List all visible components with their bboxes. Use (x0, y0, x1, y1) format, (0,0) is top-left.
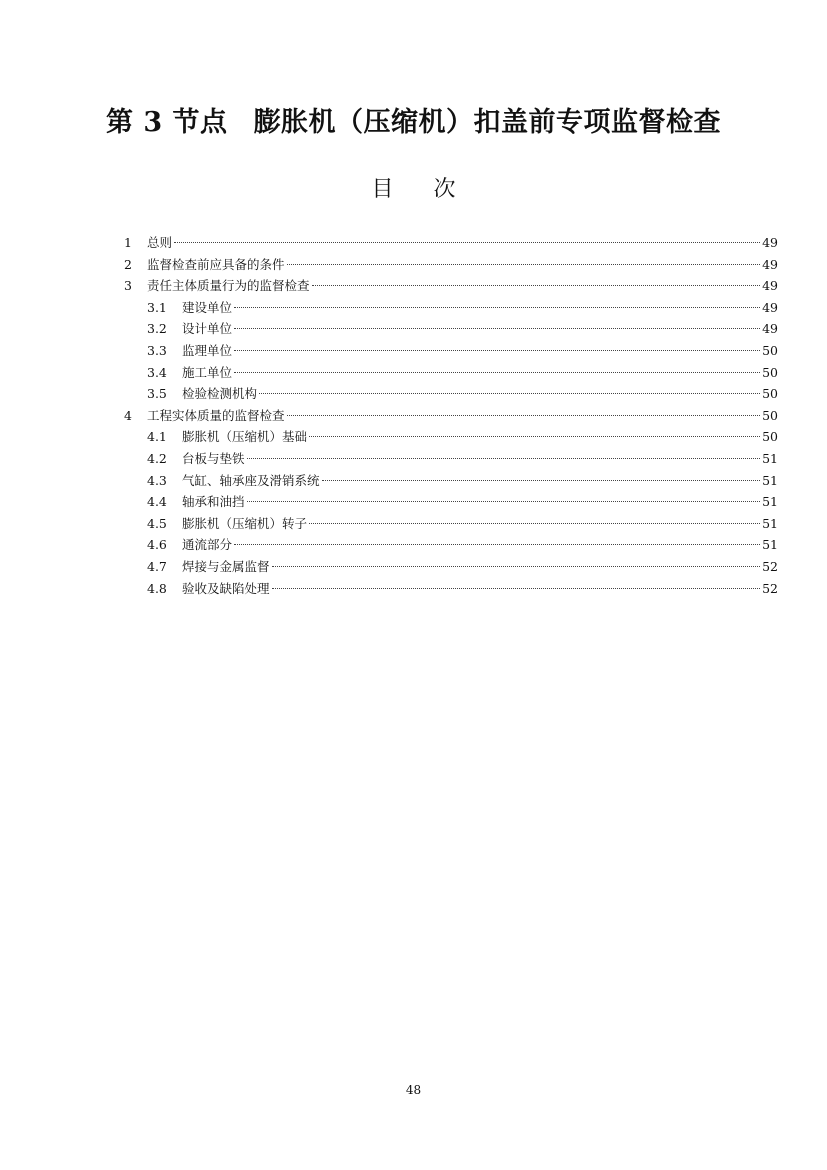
toc-leader-dots (234, 350, 760, 351)
toc-leader-dots (234, 307, 760, 308)
toc-leader-dots (174, 242, 760, 243)
toc-leader-dots (247, 458, 761, 459)
toc-entry-title: 总则 (147, 235, 173, 250)
toc-entry-number: 4.6 (147, 537, 167, 553)
toc-entry-page: 51 (762, 537, 778, 553)
toc-entry-number: 4.1 (147, 429, 167, 445)
toc-entry-page: 51 (762, 515, 778, 531)
toc-entry-title: 监督检查前应具备的条件 (147, 256, 285, 272)
toc-entry[interactable] (124, 297, 778, 319)
toc-leader-dots (287, 264, 761, 265)
toc-entry-number: 4.5 (147, 515, 167, 531)
toc-entry[interactable] (124, 556, 778, 578)
toc-entry-title: 气缸、轴承座及滑销系统 (182, 472, 320, 488)
toc-entry-title: 台板与垫铁 (182, 450, 245, 466)
toc-heading-char-2: 次 (433, 177, 456, 202)
toc-entry-number: 3.4 (147, 364, 167, 380)
toc-entry-number: 4.4 (147, 494, 167, 510)
toc-entry-page: 52 (762, 580, 778, 596)
table-of-contents (124, 232, 778, 599)
toc-entry[interactable] (124, 405, 778, 427)
toc-leader-dots (309, 523, 760, 524)
toc-entry[interactable] (124, 318, 778, 340)
toc-entry-page: 51 (762, 472, 778, 488)
page-title (0, 100, 827, 139)
toc-leader-dots (309, 436, 760, 437)
toc-entry-title: 监理单位 (182, 342, 233, 358)
toc-leader-dots (287, 415, 761, 416)
toc-entry[interactable] (124, 362, 778, 384)
toc-entry[interactable] (124, 426, 778, 448)
toc-entry[interactable] (124, 340, 778, 362)
toc-entry[interactable] (124, 491, 778, 513)
toc-entry[interactable] (124, 254, 778, 276)
title-main: 膨胀机（压缩机）扣盖前专项监督检查 (253, 107, 722, 138)
toc-leader-dots (234, 544, 760, 545)
toc-entry[interactable] (124, 232, 778, 254)
toc-entry-title: 焊接与金属监督 (182, 558, 270, 574)
toc-entry-page: 49 (762, 321, 778, 337)
toc-entry-title: 膨胀机（压缩机）基础 (182, 429, 308, 445)
toc-entry-page: 49 (762, 278, 778, 294)
toc-entry-number: 4.7 (147, 558, 167, 574)
toc-entry-title: 建设单位 (182, 299, 233, 315)
toc-entry-number: 4 (124, 407, 132, 423)
toc-leader-dots (247, 501, 761, 502)
toc-entry-title: 验收及缺陷处理 (182, 580, 270, 596)
toc-leader-dots (272, 566, 761, 567)
toc-entry[interactable] (124, 448, 778, 470)
toc-entry-page: 50 (762, 342, 778, 358)
toc-entry[interactable] (124, 383, 778, 405)
toc-entry[interactable] (124, 534, 778, 556)
toc-entry-page: 50 (762, 429, 778, 445)
toc-entry-page: 51 (762, 494, 778, 510)
toc-entry-number: 3.2 (147, 321, 167, 337)
toc-entry-page: 52 (762, 558, 778, 574)
toc-entry-page: 50 (762, 364, 778, 380)
toc-entry-page: 49 (762, 299, 778, 315)
toc-heading (0, 172, 827, 203)
toc-entry-title: 轴承和油挡 (182, 494, 245, 510)
toc-entry[interactable] (124, 513, 778, 535)
toc-entry-page: 50 (762, 386, 778, 402)
toc-leader-dots (312, 285, 761, 286)
toc-entry-page: 51 (762, 450, 778, 466)
toc-entry-title: 设计单位 (182, 321, 233, 337)
toc-leader-dots (234, 328, 760, 329)
toc-entry[interactable] (124, 470, 778, 492)
toc-leader-dots (272, 588, 761, 589)
title-prefix: 第 3 节点 (105, 107, 228, 138)
toc-entry-number: 3.3 (147, 342, 167, 358)
toc-entry-title: 工程实体质量的监督检查 (147, 407, 285, 423)
toc-entry-number: 4.2 (147, 450, 167, 466)
toc-leader-dots (259, 393, 760, 394)
toc-entry-number: 2 (124, 256, 132, 272)
toc-entry-number: 3.5 (147, 386, 167, 402)
toc-entry[interactable] (124, 275, 778, 297)
toc-entry-title: 施工单位 (182, 364, 233, 380)
toc-entry-title: 膨胀机（压缩机）转子 (182, 515, 308, 531)
page-number: 48 (405, 1083, 422, 1097)
toc-entry-page: 50 (762, 407, 778, 423)
toc-heading-char-1: 目 (371, 177, 394, 202)
toc-leader-dots (322, 480, 761, 481)
toc-entry-page: 49 (762, 256, 778, 272)
toc-leader-dots (234, 372, 760, 373)
toc-entry-number: 1 (124, 235, 132, 250)
toc-entry-title: 责任主体质量行为的监督检查 (147, 278, 310, 294)
toc-entry-title: 通流部分 (182, 537, 233, 553)
toc-entry-page: 49 (762, 235, 778, 250)
toc-entry-number: 4.8 (147, 580, 167, 596)
toc-entry[interactable] (124, 578, 778, 600)
toc-entry-number: 3.1 (147, 299, 167, 315)
toc-entry-title: 检验检测机构 (182, 386, 258, 402)
toc-entry-number: 4.3 (147, 472, 167, 488)
toc-entry-number: 3 (124, 278, 132, 294)
